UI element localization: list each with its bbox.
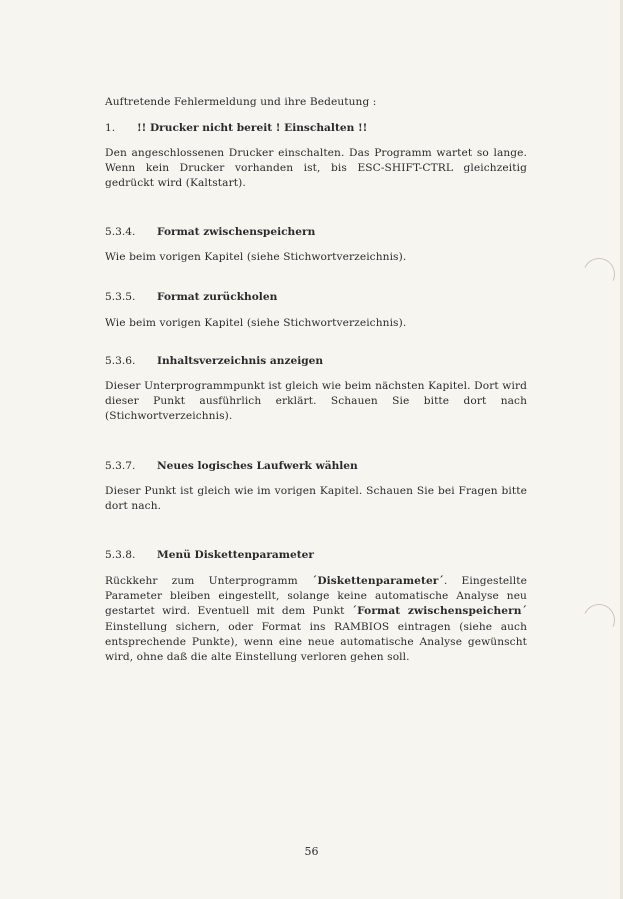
section-text xyxy=(105,574,527,665)
section-text: Dieser Punkt ist gleich wie im vorigen Kapitel. Schauen Sie bei Fragen bitte dort nach. xyxy=(105,485,527,513)
section-heading xyxy=(105,459,358,474)
text-run: Rückkehr zum Unterprogramm xyxy=(105,575,312,587)
menu-reference: ´Diskettenparameter´ xyxy=(311,575,444,587)
section-number: 5.3.6. xyxy=(105,355,136,367)
section-title: Format zwischenspeichern xyxy=(157,226,316,238)
intro-line: Auftretende Fehlermeldung und ihre Bedeutung : xyxy=(105,96,377,108)
section-number: 5.3.7. xyxy=(105,460,136,472)
section-heading xyxy=(105,225,315,240)
section-title: Inhaltsverzeichnis anzeigen xyxy=(157,355,324,367)
section-text: Wie beim vorigen Kapitel (siehe Stichwortverzeichnis). xyxy=(105,251,407,263)
section-title: Neues logisches Laufwerk wählen xyxy=(157,460,358,472)
punch-hole-mark xyxy=(578,253,619,294)
section-heading xyxy=(105,548,314,563)
text-run: . Eingestellte Parameter bleiben eingestellt, solange keine automatische Analyse neu gestartet wird. Eventuell mit dem Punkt xyxy=(105,575,527,618)
error-heading xyxy=(105,121,367,136)
section-heading xyxy=(105,290,277,305)
section-number: 5.3.8. xyxy=(105,549,136,561)
section-heading xyxy=(105,354,323,369)
section-number: 5.3.5. xyxy=(105,291,136,303)
section-text: Dieser Unterprogrammpunkt ist gleich wie beim nächsten Kapitel. Dort wird dieser Punkt ausführlich erklärt. Schauen Sie bitte dort nach (Stichwortverzeichnis). xyxy=(105,380,527,423)
page-number: 56 xyxy=(304,845,319,858)
section-title: Format zurückholen xyxy=(157,291,278,303)
error-description: Den angeschlossenen Drucker einschalten. Das Programm wartet so lange. Wenn kein Drucker vorhanden ist, bis ESC-SHIFT-CTRL gleichzeitig gedrückt wird (Kaltstart). xyxy=(105,147,527,190)
menu-reference: ´Format zwischenspeichern´ xyxy=(351,605,527,618)
section-text: Wie beim vorigen Kapitel (siehe Stichwortverzeichnis). xyxy=(105,317,407,329)
error-number: 1. xyxy=(105,122,116,134)
section-number: 5.3.4. xyxy=(105,226,136,238)
punch-hole-mark xyxy=(578,599,619,640)
error-message: !! Drucker nicht bereit ! Einschalten !! xyxy=(137,122,368,134)
text-run: Einstellung sichern, oder Format ins RAMBIOS eintragen (siehe auch entsprechende Punkte), wenn eine neue automatische Analyse gewünscht wird, ohne daß die alte Einstellung verloren gehen soll. xyxy=(105,620,527,664)
section-title: Menü Diskettenparameter xyxy=(157,549,314,561)
